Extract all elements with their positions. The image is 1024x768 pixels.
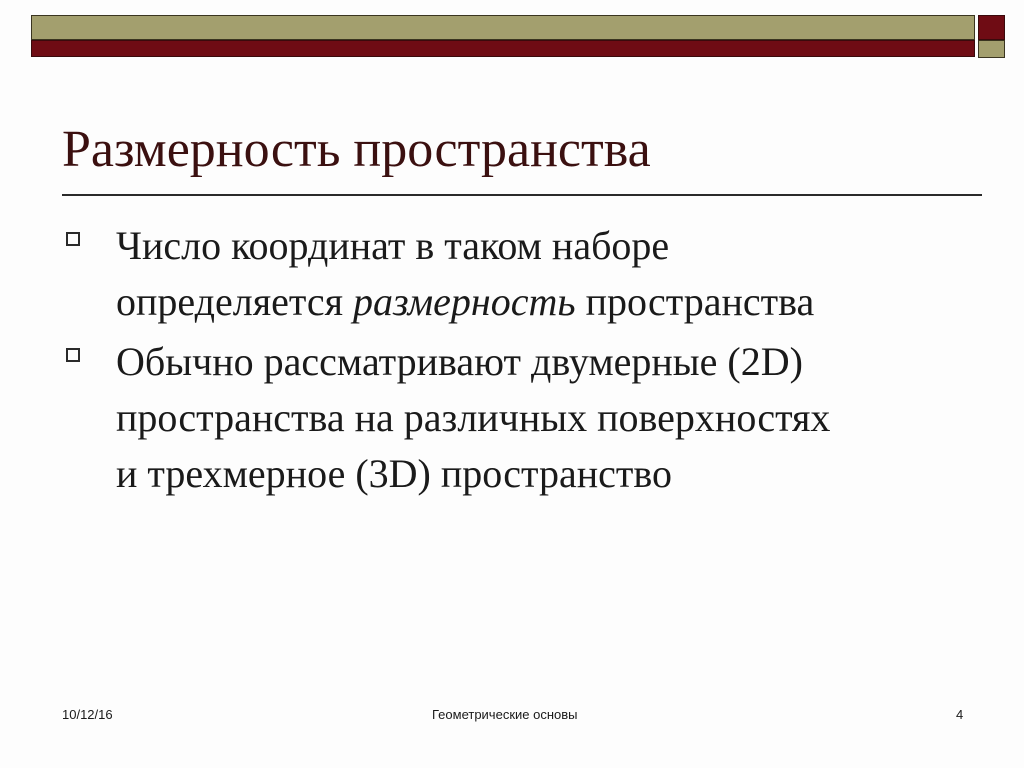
corner-square-olive <box>978 40 1005 58</box>
footer-title: Геометрические основы <box>432 707 578 722</box>
bullet-2-line-1: Обычно рассматривают двумерные (2D) <box>116 339 803 384</box>
maroon-stripe <box>31 40 975 57</box>
page-number: 4 <box>956 707 964 722</box>
square-bullet-icon <box>66 232 80 246</box>
top-decorative-band <box>31 15 975 58</box>
bullet-2-line-2: пространства на различных поверхностях <box>116 395 831 440</box>
bullet-1-emphasis: размерность <box>352 279 576 324</box>
corner-squares <box>978 15 1005 58</box>
olive-stripe <box>31 15 975 40</box>
bullet-2-line-3: и трехмерное (3D) пространство <box>116 451 672 496</box>
bullet-1-line-2-start: определяется <box>116 279 353 324</box>
bullet-1-line-1: Число координат в таком наборе <box>116 223 670 268</box>
footer-date: 10/12/16 <box>62 707 113 722</box>
slide-title: Размерность пространства <box>62 121 651 178</box>
bullet-list <box>62 218 962 506</box>
title-divider <box>62 194 982 196</box>
bullet-1-line-2-end: пространства <box>575 279 815 324</box>
corner-square-maroon <box>978 15 1005 40</box>
bullet-item-1 <box>62 218 962 330</box>
square-bullet-icon <box>66 348 80 362</box>
bullet-item-2 <box>62 334 962 502</box>
